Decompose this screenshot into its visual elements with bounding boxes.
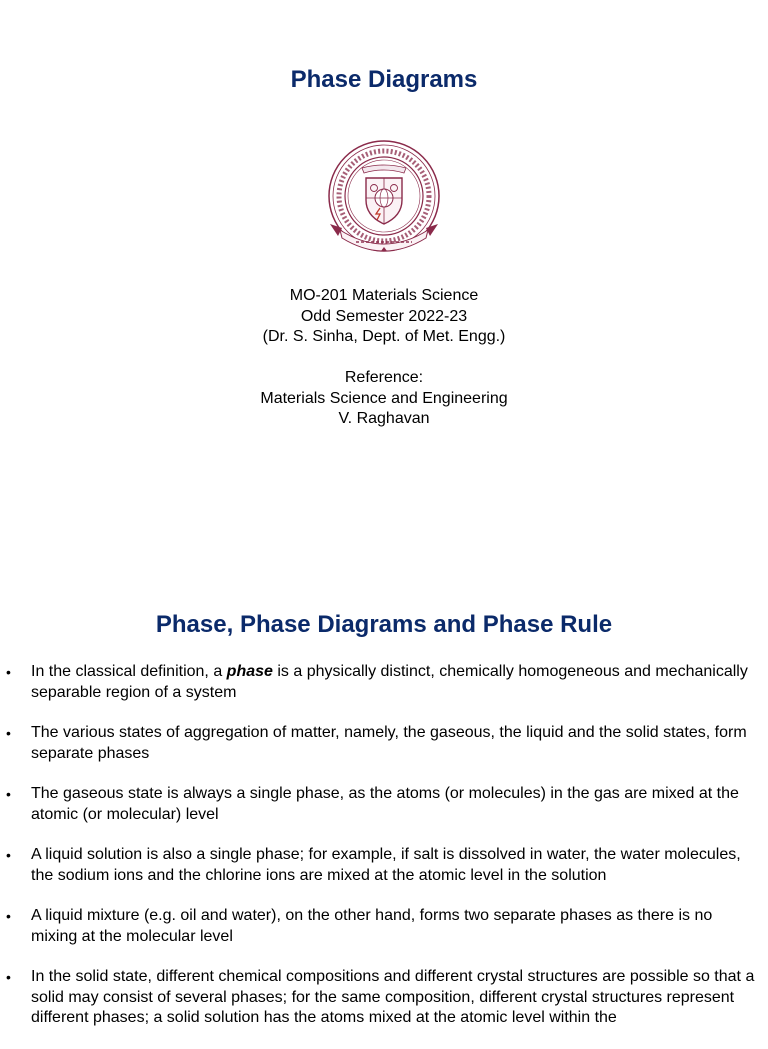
content-slide (0, 600, 768, 1024)
page-title: Phase Diagrams (290, 66, 478, 93)
list-item (0, 784, 768, 825)
instructor-line: (Dr. S. Sinha, Dept. of Met. Engg.) (262, 328, 506, 345)
bullet-icon: • (6, 969, 11, 985)
blank-line (0, 348, 768, 369)
bullet-text: A liquid mixture (e.g. oil and water), on the other hand, forms two separate phases as there is no mixing at the molecular level (31, 907, 713, 945)
semester-line: Odd Semester 2022-23 (300, 307, 468, 325)
bullet-text: The gaseous state is always a single phase, as the atoms (or molecules) in the gas are mixed at the atomic (or molecular) level (31, 785, 739, 823)
reference-book: Materials Science and Engineering (260, 389, 508, 407)
bullet-text: In the solid state, different chemical compositions and different crystal structures are possible so that a solid may consist of several phases; for the same composition, different crystal structures represent different phases; a solid solution has the atoms mixed at the atomic level within the (31, 968, 755, 1026)
reference-author: V. Raghavan (338, 410, 430, 427)
list-item (0, 662, 768, 703)
list-item (0, 723, 768, 764)
bullet-icon: • (6, 664, 11, 680)
list-item (0, 967, 768, 1029)
bullet-icon: • (6, 847, 11, 863)
course-info (0, 286, 768, 430)
institute-seal-icon (322, 136, 446, 262)
bullet-icon: • (6, 786, 11, 802)
emphasis-term: phase (226, 663, 273, 680)
bullet-icon: • (6, 908, 11, 924)
course-line: MO-201 Materials Science (289, 287, 479, 304)
bullet-list (0, 662, 768, 1049)
bullet-text-before: In the classical definition, a (31, 663, 227, 680)
bullet-text: The various states of aggregation of matter, namely, the gaseous, the liquid and the solid states, form separate phases (31, 724, 747, 762)
list-item (0, 845, 768, 886)
bullet-icon: • (6, 725, 11, 741)
list-item (0, 906, 768, 947)
reference-label: Reference: (344, 369, 424, 386)
bullet-text: A liquid solution is also a single phase; for example, if salt is dissolved in water, the water molecules, the sodium ions and the chlorine ions are mixed at the atomic level in the solution (31, 846, 741, 884)
slide-title: Phase, Phase Diagrams and Phase Rule (155, 611, 613, 638)
bullet-text-after: is a physically distinct, chemically homogeneous and mechanically separable region of a system (31, 663, 748, 701)
